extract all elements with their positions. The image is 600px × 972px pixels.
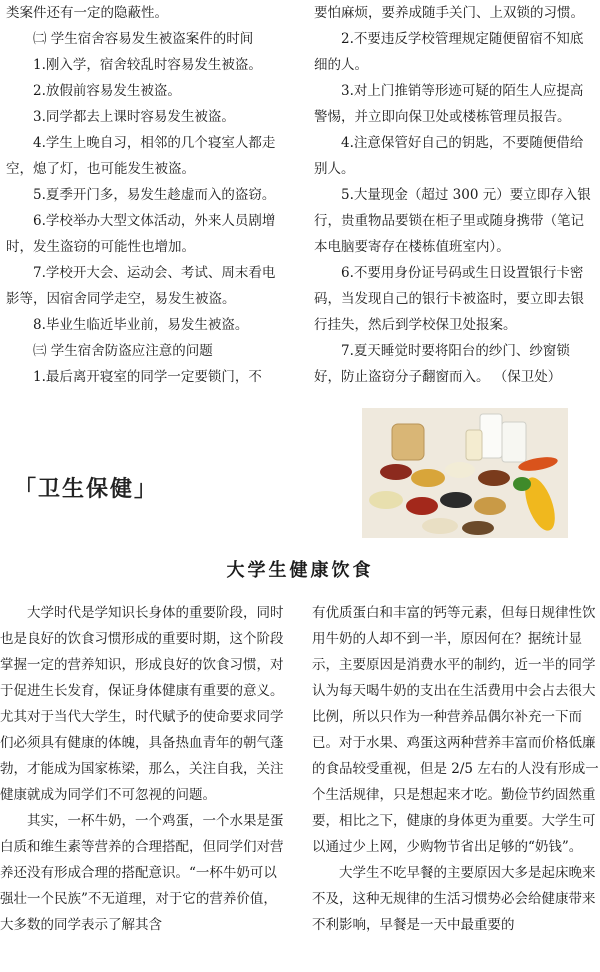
paragraph: 类案件还有一定的隐蔽性。 — [6, 5, 168, 21]
list-item: 6.学校举办大型文体活动，外来人员剧增时，发生盗窃的可能性也增加。 — [6, 213, 276, 255]
list-item: 7.夏天睡觉时要将阳台的纱门、纱窗锁好，防止盗窃分子翻窗而入。 （保卫处） — [314, 343, 570, 385]
food-illustration — [362, 408, 568, 538]
paragraph: 大学生不吃早餐的主要原因大多是起床晚来不及，这种无规律的生活习惯势必会给健康带来不利影响，早餐是一天中最重要的 — [312, 865, 596, 933]
list-item: 4.注意保管好自己的钥匙，不要随便借给别人。 — [314, 135, 584, 177]
bottom-right-column — [312, 600, 600, 938]
list-item: 6.不要用身份证号码或生日设置银行卡密码，当发现自己的银行卡被盗时，要立即去银行挂失，然后到学校保卫处报案。 — [314, 265, 584, 333]
list-item: 5.夏季开门多，易发生趁虚而入的盗窃。 — [33, 187, 276, 203]
paragraph: 其实，一杯牛奶，一个鸡蛋，一个水果是蛋白质和维生素等营养的合理搭配，但同学们对营养还没有形成合理的搭配意识。“一杯牛奶可以强壮一个民族”不无道理，对于它的营养价值，大多数的同学表示了解其含 — [0, 813, 284, 933]
list-item: 1.最后离开寝室的同学一定要锁门，不 — [33, 369, 262, 385]
list-item: 8.毕业生临近毕业前，易发生被盗。 — [33, 317, 249, 333]
list-item: 1.刚入学，宿舍较乱时容易发生被盗。 — [33, 57, 262, 73]
list-item: 4.学生上晚自习，相邻的几个寝室人都走空，熄了灯，也可能发生被盗。 — [6, 135, 276, 177]
list-item: 3.对上门推销等形迹可疑的陌生人应提高警惕，并立即向保卫处或楼栋管理员报告。 — [314, 83, 584, 125]
list-item: 7.学校开大会、运动会、考试、周末看电影等，因宿舍同学走空，易发生被盗。 — [6, 265, 276, 307]
subheading: ㈡ 学生宿舍容易发生被盗案件的时间 — [33, 31, 254, 47]
list-item: 3.同学都去上课时容易发生被盗。 — [33, 109, 235, 125]
food-photo — [362, 408, 568, 538]
list-item: 2.不要违反学校管理规定随便留宿不知底细的人。 — [314, 31, 584, 73]
paragraph: 大学时代是学知识长身体的重要阶段，同时也是良好的饮食习惯形成的重要时期，这个阶段掌握一定的营养知识，形成良好的饮食习惯，对于促进生长发育，保证身体健康有重要的意义。尤其对于当代大学生，时代赋予的使命要求同学们必须具有健康的体魄，具备热血青年的朝气蓬勃，才能成为国家栋梁，那么，关注自我，关注健康就成为同学们不可忽视的问题。 — [0, 605, 284, 803]
article-title: 大学生健康饮食 — [226, 560, 374, 581]
section-title: 「卫生保健」 — [14, 476, 159, 502]
paragraph: 要怕麻烦，要养成随手关门、上双锁的习惯。 — [314, 5, 584, 21]
list-item: 2.放假前容易发生被盗。 — [33, 83, 181, 99]
list-item: 5.大量现金（超过 300 元）要立即存入银行，贵重物品要锁在柜子里或随身携带（笔记本电脑要寄存在楼栋值班室内）。 — [314, 187, 591, 255]
bottom-left-column — [0, 600, 288, 938]
subheading: ㈢ 学生宿舍防盗应注意的问题 — [33, 343, 213, 359]
top-right-column — [314, 0, 596, 390]
top-left-column — [6, 0, 288, 390]
paragraph: 有优质蛋白和丰富的钙等元素，但每日规律性饮用牛奶的人却不到一半，原因何在？据统计显示，主要原因是消费水平的制约，近一半的同学认为每天喝牛奶的支出在生活费用中会占去很大比例，所以只作为一种营养品偶尔补充一下而已。对于水果、鸡蛋这两种营养丰富而价格低廉的食品较受重视，但是 2/5 左右的人没有形成一个生活规律，只是想起来才吃。勤俭节约固然重要，相比之下，健康的身体更为重要。大学生可以通过少上网，少购物节省出足够的“奶钱”。 — [312, 605, 599, 855]
